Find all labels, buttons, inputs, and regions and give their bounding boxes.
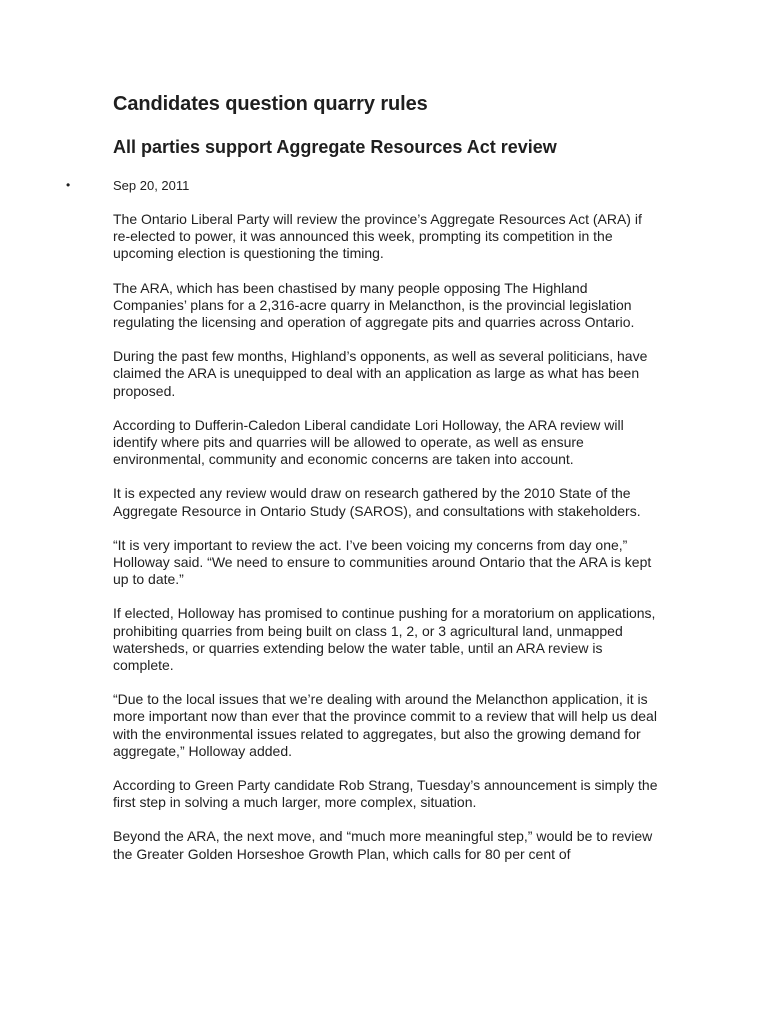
paragraph: According to Green Party candidate Rob Strang, Tuesday’s announcement is simply the first step in solving a much larger, more complex, situation.: [113, 777, 658, 811]
article-title: Candidates question quarry rules: [113, 93, 428, 115]
article-date: Sep 20, 2011: [113, 178, 190, 193]
dateline: [66, 177, 658, 194]
article: [66, 90, 658, 863]
paragraph: According to Dufferin-Caledon Liberal candidate Lori Holloway, the ARA review will identify where pits and quarries will be allowed to operate, as well as ensure environmental, community and economic concerns are taken into account.: [113, 416, 624, 468]
paragraph: The Ontario Liberal Party will review the province’s Aggregate Resources Act (ARA) if re-elected to power, it was announced this week, prompting its competition in the upcoming election is questioning the timing.: [113, 211, 642, 262]
bullet-icon: •: [66, 178, 71, 192]
paragraph: “Due to the local issues that we’re dealing with around the Melancthon application, it is more important now than ever that the province commit to a review that will help us deal with the environmental issues related to aggregates, but also the growing demand for aggregate,” Holloway added.: [113, 691, 657, 759]
article-subtitle: All parties support Aggregate Resources Act review: [113, 137, 557, 157]
paragraph: It is expected any review would draw on research gathered by the 2010 State of the Aggregate Resource in Ontario Study (SAROS), and consultations with stakeholders.: [113, 485, 641, 519]
paragraph: If elected, Holloway has promised to continue pushing for a moratorium on applications, prohibiting quarries from being built on class 1, 2, or 3 agricultural land, unmapped watersheds, or quarries extending below the water table, until an ARA review is complete.: [113, 605, 656, 674]
paragraph: During the past few months, Highland’s opponents, as well as several politicians, have claimed the ARA is unequipped to deal with an application as large as what has been proposed.: [113, 348, 648, 399]
paragraph: The ARA, which has been chastised by many people opposing The Highland Companies’ plans for a 2,316-acre quarry in Melancthon, is the provincial legislation regulating the licensing and operation of aggregate pits and quarries across Ontario.: [113, 279, 635, 331]
paragraph: Beyond the ARA, the next move, and “much more meaningful step,” would be to review the Greater Golden Horseshoe Growth Plan, which calls for 80 per cent of: [113, 828, 653, 862]
paragraph: “It is very important to review the act. I’ve been voicing my concerns from day one,” Holloway said. “We need to ensure to communities around Ontario that the ARA is kept up to date.”: [113, 536, 652, 588]
